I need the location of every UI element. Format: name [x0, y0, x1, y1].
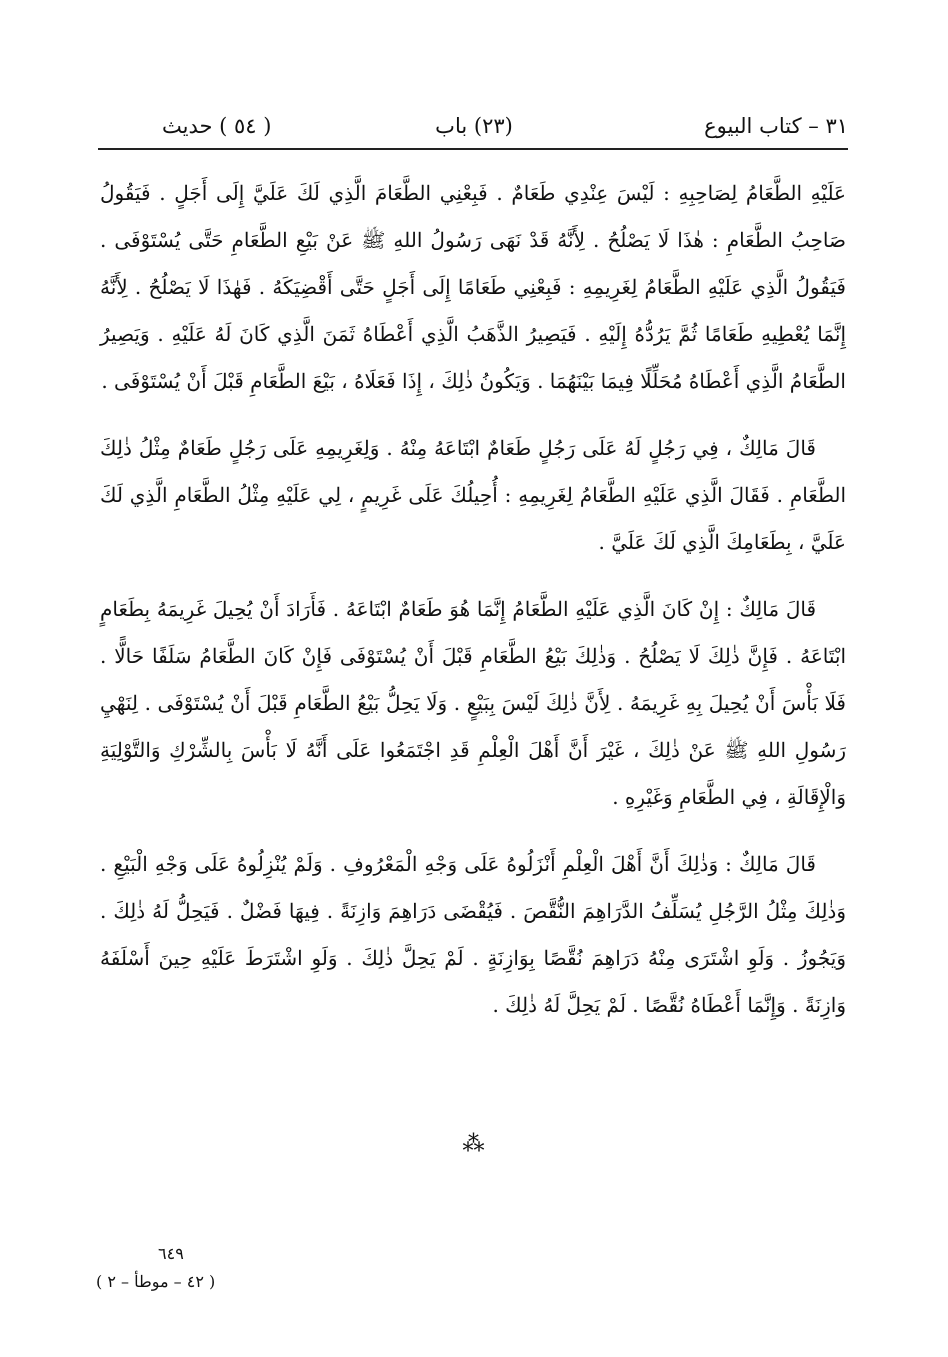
- body-text: [100, 170, 846, 1049]
- header-chapter: (٢٣) باب: [435, 114, 513, 138]
- running-header: [100, 108, 848, 148]
- page-footer: [96, 1240, 215, 1296]
- header-rule: [98, 148, 848, 150]
- header-hadith-number: ( ٥٤ ) حديث: [162, 114, 272, 138]
- paragraph-1: عَلَيْهِ الطَّعَامُ لِصَاحِبِهِ : لَيْسَ عِنْدِي طَعَامٌ . فَبِعْنِي الطَّعَامَ الَّذِي لَكَ عَلَيَّ إِلَى أَجَلٍ . فَيَقُولُ صَاحِبُ الطَّعَامِ : هٰذَا لَا يَصْلُحُ . لِأَنَّهُ قَدْ نَهَى رَسُولُ اللهِ ﷺ عَنْ بَيْعِ الطَّعَامِ حَتَّى يُسْتَوْفَى . فَيَقُولُ الَّذِي عَلَيْهِ الطَّعَامُ لِغَرِيمِهِ : فَبِعْنِي طَعَامًا إِلَى أَجَلٍ حَتَّى أَقْضِيَكَهُ . فَهٰذَا لَا يَصْلُحُ . لِأَنَّهُ إِنَّمَا يُعْطِيهِ طَعَامًا ثُمَّ يَرُدُّهُ إِلَيْهِ . فَيَصِيرُ الذَّهَبُ الَّذِي أَعْطَاهُ ثَمَنَ الَّذِي كَانَ لَهُ عَلَيْهِ . وَيَصِيرُ الطَّعَامُ الَّذِي أَعْطَاهُ مُحَلِّلًا فِيمَا بَيْنَهُمَا . وَيَكُونُ ذٰلِكَ ، إِذَا فَعَلَاهُ ، بَيْعَ الطَّعَامِ قَبْلَ أَنْ يُسْتَوْفَى .: [100, 181, 846, 393]
- page-number: ٦٤٩: [158, 1244, 184, 1263]
- paragraph-2: قَالَ مَالِكٌ ، فِي رَجُلٍ لَهُ عَلَى رَجُلٍ طَعَامٌ ابْتَاعَهُ مِنْهُ . وَلِغَرِيمِهِ عَلَى رَجُلٍ طَعَامٌ مِثْلُ ذٰلِكَ الطَّعَامِ . فَقَالَ الَّذِي عَلَيْهِ الطَّعَامُ لِغَرِيمِهِ : أُحِيلُكَ عَلَى غَرِيمٍ ، لِي عَلَيْهِ مِثْلُ الطَّعَامِ الَّذِي لَكَ عَلَيَّ ، بِطَعَامِكَ الَّذِي لَكَ عَلَيَّ .: [100, 436, 846, 554]
- header-book-title: ٣١ – كتاب البيوع: [704, 114, 848, 138]
- paragraph-3: قَالَ مَالِكٌ : إِنْ كَانَ الَّذِي عَلَيْهِ الطَّعَامُ إِنَّمَا هُوَ طَعَامٌ ابْتَاعَهُ . فَأَرَادَ أَنْ يُحِيلَ غَرِيمَهُ بِطَعَامٍ ابْتَاعَهُ . فَإِنَّ ذٰلِكَ لَا يَصْلُحُ . وَذٰلِكَ بَيْعُ الطَّعَامِ قَبْلَ أَنْ يُسْتَوْفَى فَإِنْ كَانَ الطَّعَامُ سَلَفًا حَالًّا . فَلَا بَأْسَ أَنْ يُحِيلَ بِهِ غَرِيمَهُ . لِأَنَّ ذٰلِكَ لَيْسَ بِبَيْعٍ . وَلَا يَحِلُّ بَيْعُ الطَّعَامِ قَبْلَ أَنْ يُسْتَوْفَى . لِنَهْيِ رَسُولِ اللهِ ﷺ عَنْ ذٰلِكَ ، غَيْرَ أَنَّ أَهْلَ الْعِلْمِ قَدِ اجْتَمَعُوا عَلَى أَنَّهُ لَا بَأْسَ بِالشِّرْكِ وَالتَّوْلِيَةِ وَالْإِقَالَةِ ، فِي الطَّعَامِ وَغَيْرِهِ .: [100, 597, 846, 809]
- section-ornament: ⁂: [462, 1132, 486, 1157]
- paragraph-4: قَالَ مَالِكٌ : وَذٰلِكَ أَنَّ أَهْلَ الْعِلْمِ أَنْزَلُوهُ عَلَى وَجْهِ الْمَعْرُوفِ . وَلَمْ يُنْزِلُوهُ عَلَى وَجْهِ الْبَيْعِ . وَذٰلِكَ مِثْلُ الرَّجُلِ يُسَلِّفُ الدَّرَاهِمَ النُّقَّصَ . فَيُقْضَى دَرَاهِمَ وَازِنَةً . فِيهَا فَضْلٌ . فَيَحِلُّ لَهُ ذٰلِكَ . وَيَجُوزُ . وَلَوِ اشْتَرَى مِنْهُ دَرَاهِمَ نُقَّصًا بِوَازِنَةٍ . لَمْ يَحِلَّ ذٰلِكَ . وَلَوِ اشْتَرَطَ عَلَيْهِ حِينَ أَسْلَفَهُ وَازِنَةً . وَإِنَّمَا أَعْطَاهُ نُقَّصًا . لَمْ يَحِلَّ لَهُ ذٰلِكَ .: [100, 852, 846, 1017]
- signature-mark: ( ٤٢ – موطأ – ٢ ): [96, 1272, 216, 1291]
